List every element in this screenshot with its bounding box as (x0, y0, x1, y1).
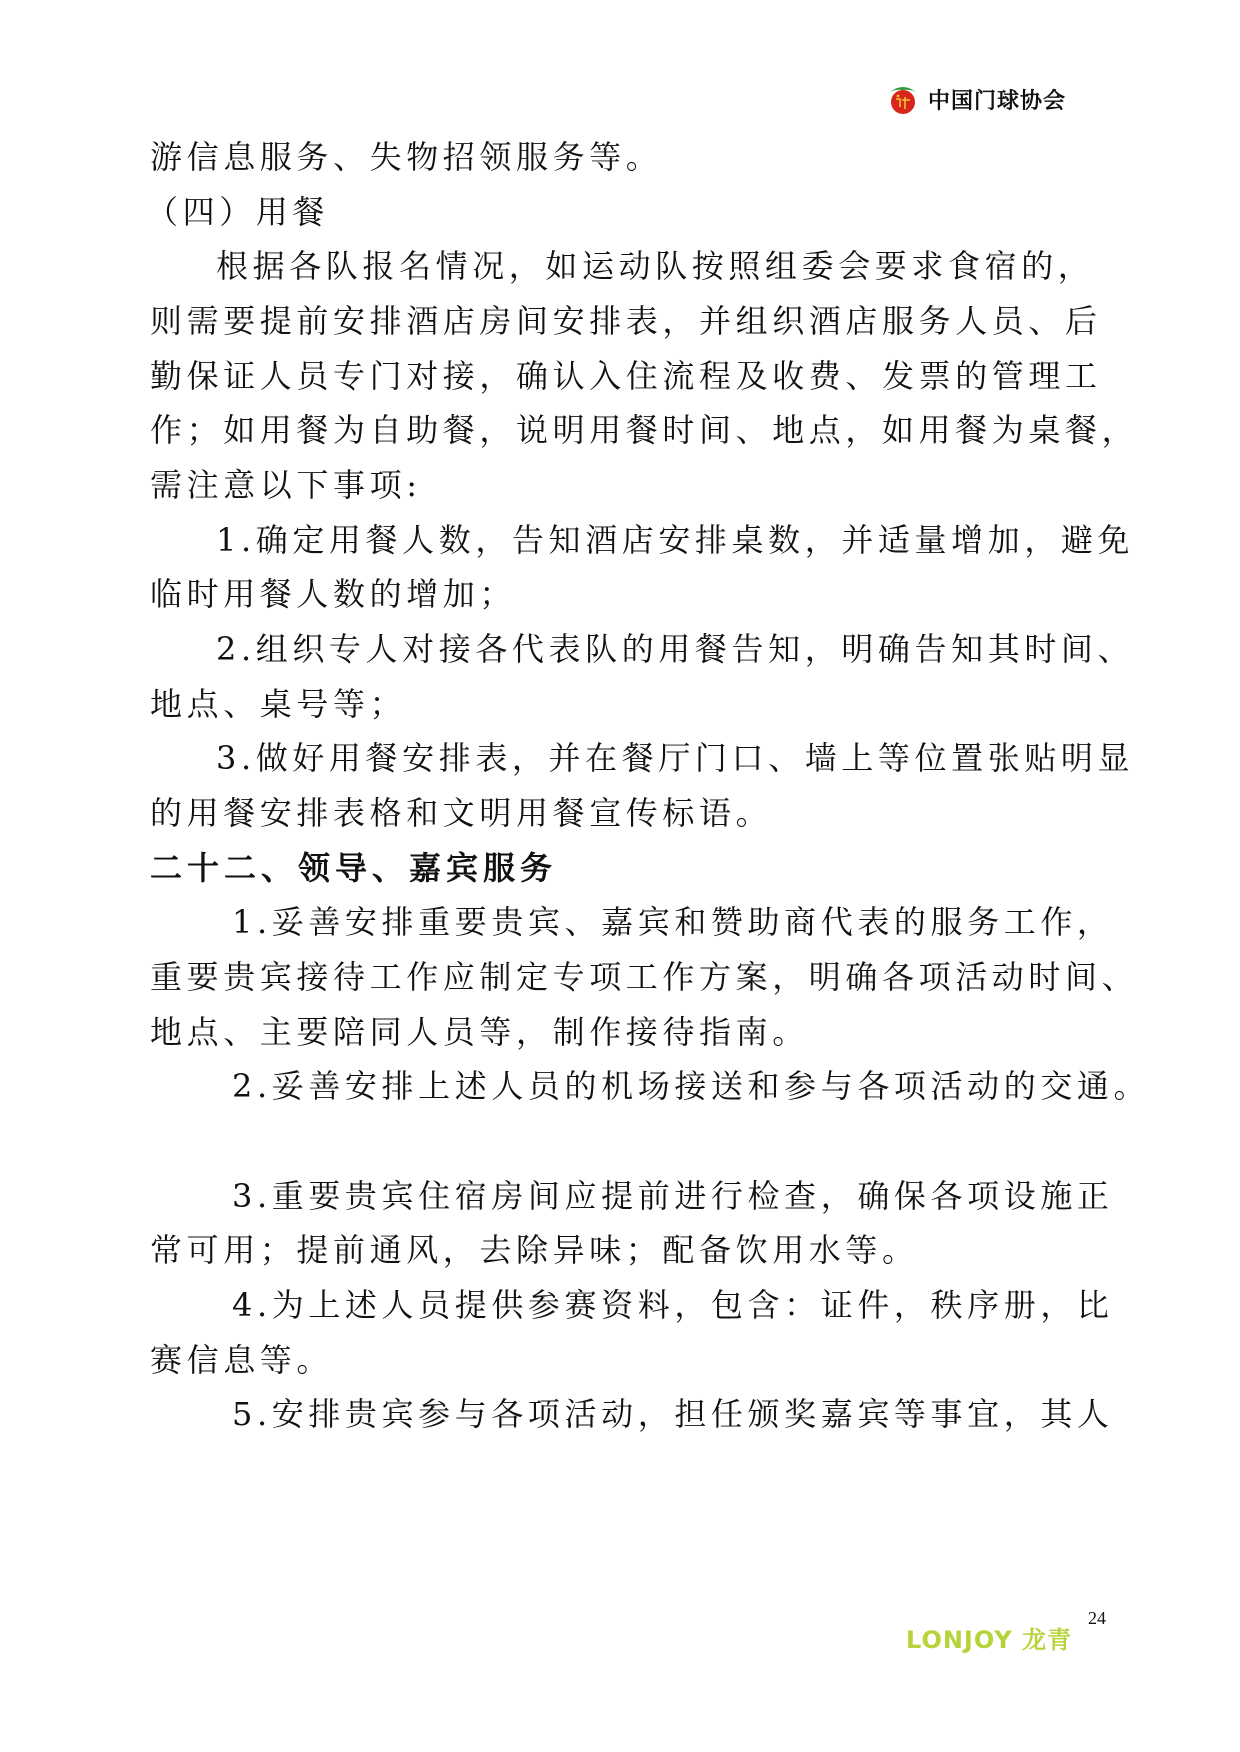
text-line: 3.做好用餐安排表，并在餐厅门口、墙上等位置张贴明显 (216, 739, 1135, 777)
section-heading: 二十二、领导、嘉宾服务 (150, 849, 558, 887)
subheading-dining: （四）用餐 (146, 193, 330, 231)
text-line: 地点、桌号等； (150, 685, 407, 723)
text-line: 1.妥善安排重要贵宾、嘉宾和赞助商代表的服务工作， (232, 903, 1114, 941)
text-line: 游信息服务、失物招领服务等。 (150, 138, 663, 176)
text-line: 则需要提前安排酒店房间安排表，并组织酒店服务人员、后 (150, 302, 1102, 340)
text-line: 临时用餐人数的增加； (150, 575, 517, 613)
text-line: 勤保证人员专门对接，确认入住流程及收费、发票的管理工 (150, 357, 1102, 395)
text-line: 根据各队报名情况，如运动队按照组委会要求食宿的， (216, 247, 1095, 285)
text-line: 赛信息等。 (150, 1341, 334, 1379)
text-line: 常可用；提前通风，去除异味；配备饮用水等。 (150, 1231, 919, 1269)
text-line: 需注意以下事项: (150, 466, 422, 504)
text-line: 作；如用餐为自助餐，说明用餐时间、地点，如用餐为桌餐， (150, 411, 1139, 449)
page-number: 24 (1088, 1608, 1106, 1628)
text-line: 5.安排贵宾参与各项活动，担任颁奖嘉宾等事宜，其人 (232, 1395, 1114, 1433)
org-name: 中国门球协会 (928, 89, 1067, 114)
header-logo (886, 84, 1066, 115)
footer-brand-logo: LONJOY 龙青 (906, 1626, 1073, 1654)
text-line: 1.确定用餐人数，告知酒店安排桌数，并适量增加，避免 (216, 521, 1135, 559)
text-line: 2.组织专人对接各代表队的用餐告知，明确告知其时间、 (216, 630, 1135, 668)
text-line: 重要贵宾接待工作应制定专项工作方案，明确各项活动时间、 (150, 958, 1139, 996)
text-line: 的用餐安排表格和文明用餐宣传标语。 (150, 794, 773, 832)
gateball-logo-icon (886, 85, 920, 115)
text-line: 4.为上述人员提供参赛资料，包含：证件，秩序册，比 (232, 1286, 1114, 1324)
text-line: 3.重要贵宾住宿房间应提前进行检查，确保各项设施正 (232, 1177, 1114, 1215)
text-line: 地点、主要陪同人员等，制作接待指南。 (150, 1013, 809, 1051)
text-line: 2.妥善安排上述人员的机场接送和参与各项活动的交通。 (232, 1067, 1151, 1105)
